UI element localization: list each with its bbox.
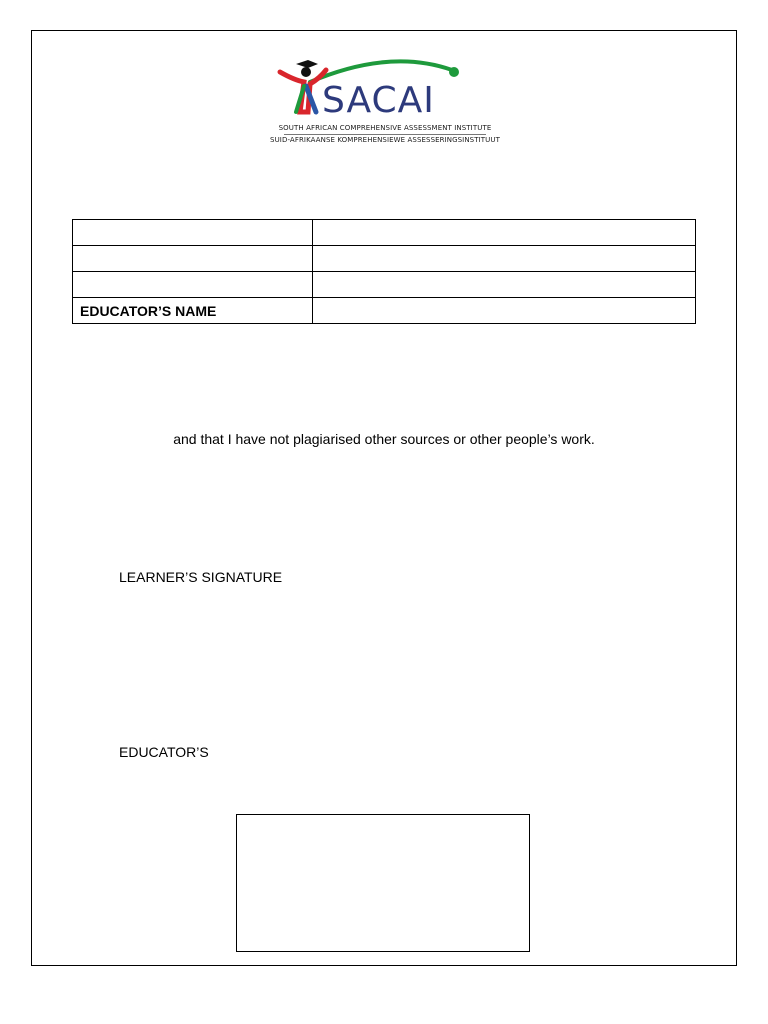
table-label-cell	[73, 272, 313, 298]
table-label-cell	[73, 246, 313, 272]
educator-name-label: EDUCATOR’S NAME	[73, 298, 313, 324]
table-row	[73, 272, 696, 298]
info-table	[72, 219, 696, 324]
table-value-cell[interactable]	[313, 272, 696, 298]
table-label-cell	[73, 220, 313, 246]
logo-subtitle-afrikaans: SUID-AFRIKAANSE KOMPREHENSIEWE ASSESSERINGSINSTITUUT	[270, 136, 500, 144]
table-row	[73, 298, 696, 324]
learner-signature-label: LEARNER’S SIGNATURE	[119, 569, 283, 585]
table-row	[73, 220, 696, 246]
table-value-cell[interactable]	[313, 220, 696, 246]
school-stamp-box	[236, 814, 530, 952]
table-row	[73, 246, 696, 272]
educator-name-value[interactable]	[313, 298, 696, 324]
logo-subtitle-english: SOUTH AFRICAN COMPREHENSIVE ASSESSMENT INSTITUTE	[278, 124, 492, 132]
sacai-logo	[270, 52, 500, 152]
declaration-text: and that I have not plagiarised other sources or other people’s work.	[173, 431, 595, 447]
sacai-logo-mark	[270, 52, 500, 122]
table-value-cell[interactable]	[313, 246, 696, 272]
logo-divider	[284, 134, 486, 135]
sacai-wordmark: SACAI	[322, 80, 435, 121]
educator-signature-label: EDUCATOR’S	[119, 744, 209, 760]
